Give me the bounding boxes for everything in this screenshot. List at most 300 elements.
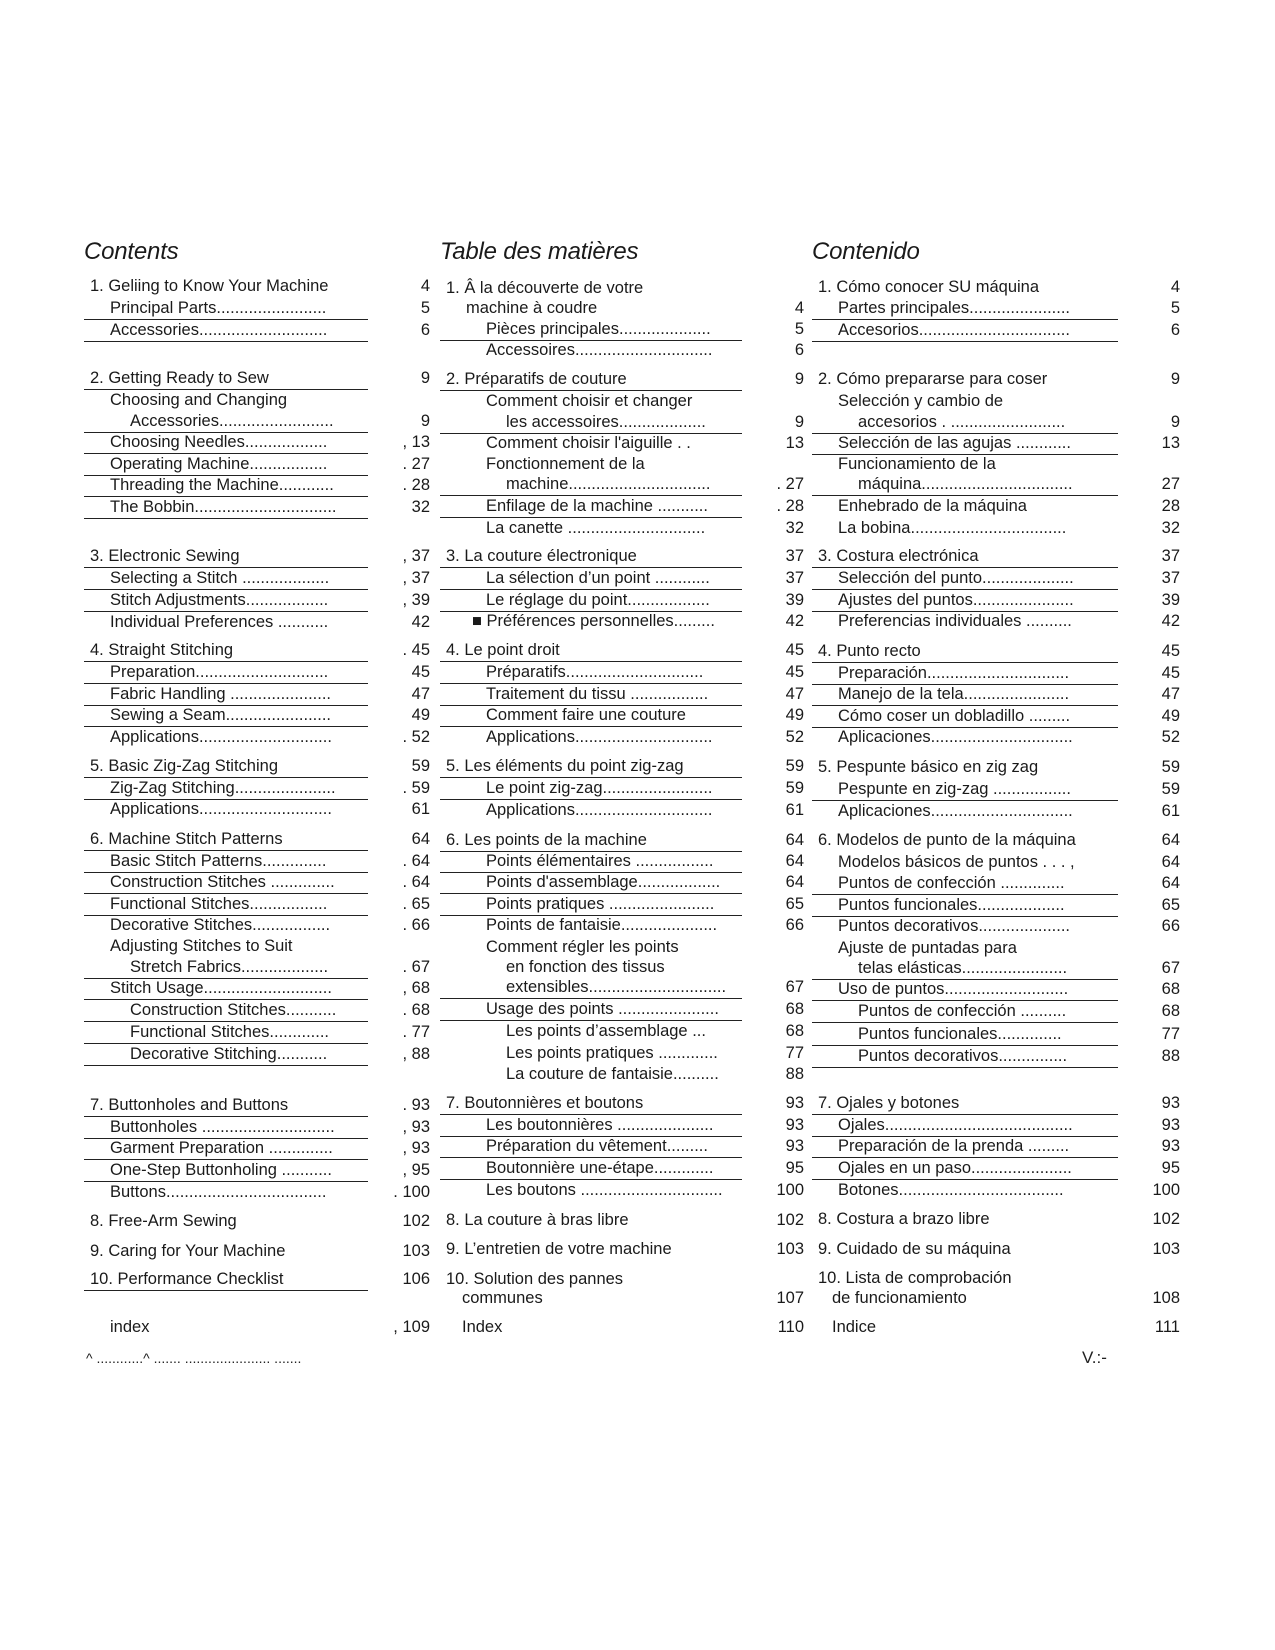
toc-entry-rule [84, 518, 368, 519]
toc-entry-label: Applications............................. [110, 800, 332, 818]
toc-entry-label: Les points d’assemblage ... [506, 1022, 706, 1040]
toc-entry [440, 1021, 804, 1041]
toc-entry-page: 45 [785, 641, 804, 659]
toc-entry [84, 1317, 430, 1337]
toc-entry-page: 93 [785, 1137, 804, 1155]
toc-entry-label: Le point zig-zag........................ [486, 779, 713, 797]
toc-entry [440, 1269, 804, 1289]
toc-entry [84, 662, 430, 682]
toc-entry-page: 13 [785, 434, 804, 452]
toc-entry-page: 9 [1170, 370, 1180, 388]
toc-entry-label: Puntos decorativos.................... [838, 917, 1071, 935]
toc-entry [812, 1317, 1180, 1337]
toc-entry [812, 454, 1180, 474]
toc-entry [84, 298, 430, 318]
toc-entry [812, 611, 1180, 631]
toc-entry [440, 915, 804, 935]
toc-entry-label: Stitch Usage............................ [110, 979, 332, 997]
toc-entry-label: La couture de fantaisie.......... [506, 1065, 719, 1083]
toc-entry [84, 1269, 430, 1289]
toc-entry [84, 1022, 430, 1042]
toc-entry-label: La bobina.................................. [838, 519, 1067, 537]
toc-entry [812, 1209, 1180, 1229]
toc-entry-label: Points élémentaires ................. [486, 852, 714, 870]
toc-entry-label: Preparación............................... [838, 664, 1070, 682]
toc-entry-page: 95 [1161, 1159, 1180, 1177]
toc-entry-page: 5 [420, 299, 430, 317]
toc-entry [84, 390, 430, 410]
toc-entry-label: Construction Stitches .............. [110, 873, 335, 891]
toc-entry [812, 369, 1180, 389]
toc-entry [812, 958, 1180, 978]
toc-entry-label: Funcionamiento de la [838, 455, 996, 473]
toc-entry [812, 1136, 1180, 1156]
toc-entry-label: 5. Basic Zig-Zag Stitching [90, 757, 278, 775]
toc-entry-label: Aplicaciones............................... [838, 728, 1073, 746]
toc-entry-page: 95 [785, 1159, 804, 1177]
toc-entry-label: 8. La couture à bras libre [446, 1211, 629, 1229]
toc-entry [440, 496, 804, 516]
toc-entry-page: 45 [785, 663, 804, 681]
toc-entry-page: , 68 [402, 979, 430, 997]
toc-entry-label: de funcionamiento [832, 1289, 967, 1307]
toc-entry-label: 9. Caring for Your Machine [90, 1242, 286, 1260]
toc-entry-label: Enhebrado de la máquina [838, 497, 1027, 515]
toc-entry [812, 590, 1180, 610]
toc-entry [84, 432, 430, 452]
toc-entry [812, 1239, 1180, 1259]
toc-entry [812, 1046, 1180, 1066]
toc-entry [84, 894, 430, 914]
toc-entry [440, 705, 804, 725]
toc-entry [84, 1117, 430, 1137]
toc-entry-label: máquina................................. [858, 475, 1073, 493]
toc-entry-label: Accessories......................... [130, 412, 334, 430]
toc-entry-page: 6 [420, 321, 430, 339]
toc-entry [84, 640, 430, 660]
toc-entry [812, 277, 1180, 297]
toc-entry-label: 4. Le point droit [446, 641, 560, 659]
toc-entry-label: Ajustes del puntos...................... [838, 591, 1074, 609]
toc-entry [440, 278, 804, 298]
toc-entry [84, 546, 430, 566]
toc-entry [440, 756, 804, 776]
toc-entry-label: Accessories............................ [110, 321, 328, 339]
toc-entry-label: Applications............................. [110, 728, 332, 746]
toc-entry [440, 872, 804, 892]
toc-entry-label: 9. L’entretien de votre machine [446, 1240, 672, 1258]
toc-entry-rule [84, 1290, 368, 1291]
toc-entry-page: 9 [794, 413, 804, 431]
toc-entry [812, 663, 1180, 683]
toc-entry [84, 684, 430, 704]
toc-entry-page: 59 [1161, 758, 1180, 776]
toc-entry [812, 391, 1180, 411]
toc-entry-label: Choosing Needles.................. [110, 433, 328, 451]
toc-entry [440, 1239, 804, 1259]
toc-entry-label: machine............................... [506, 475, 711, 493]
toc-entry-label: Cómo coser un dobladillo ......... [838, 707, 1071, 725]
toc-entry-label: Puntos decorativos............... [858, 1047, 1068, 1065]
toc-entry-label: communes [462, 1289, 543, 1307]
toc-entry-label: 8. Costura a brazo libre [818, 1210, 990, 1228]
toc-entry [440, 474, 804, 494]
toc-entry-label: Points de fantaisie..................... [486, 916, 718, 934]
toc-entry-page: 4 [1170, 278, 1180, 296]
toc-entry-label: extensibles.............................. [506, 978, 727, 996]
toc-entry-page: 68 [1161, 980, 1180, 998]
toc-entry-page: 67 [785, 978, 804, 996]
toc-entry [440, 1210, 804, 1230]
toc-entry-label: Buttonholes ............................. [110, 1118, 335, 1136]
toc-entry-page: 28 [1161, 497, 1180, 515]
toc-entry-page: 39 [1161, 591, 1180, 609]
toc-entry [84, 1044, 430, 1064]
toc-entry-label: Zig-Zag Stitching...................... [110, 779, 336, 797]
toc-entry-label: Choosing and Changing [110, 391, 288, 409]
toc-entry-label: 7. Ojales y botones [818, 1094, 960, 1112]
toc-entry-label: machine à coudre [466, 299, 598, 317]
toc-entry-label: Selección de las agujas ............ [838, 434, 1071, 452]
toc-entry-label: Comment faire une couture [486, 706, 686, 724]
toc-entry [440, 851, 804, 871]
toc-entry-label: Points d'assemblage.................. [486, 873, 721, 891]
toc-entry-page: 67 [1161, 959, 1180, 977]
toc-entry [440, 412, 804, 432]
toc-entry-page: 108 [1152, 1289, 1180, 1307]
toc-entry-label: Decorative Stitches................. [110, 916, 331, 934]
toc-entry [812, 1288, 1180, 1308]
toc-entry [440, 391, 804, 411]
toc-entry-page: . 68 [402, 1001, 430, 1019]
toc-entry [440, 1317, 804, 1337]
toc-entry-page: 59 [411, 757, 430, 775]
toc-entry [84, 454, 430, 474]
toc-entry-label: Partes principales...................... [838, 299, 1070, 317]
toc-entry [812, 1158, 1180, 1178]
toc-entry [812, 916, 1180, 936]
toc-entry-label: Accesorios................................. [838, 321, 1070, 339]
toc-entry-label: 10. Lista de comprobación [818, 1269, 1012, 1287]
toc-entry-label: The Bobbin............................... [110, 498, 337, 516]
toc-entry-label: Selección y cambio de [838, 392, 1004, 410]
toc-entry-page: . 66 [402, 916, 430, 934]
toc-entry [812, 684, 1180, 704]
toc-entry [440, 454, 804, 474]
toc-entry [812, 496, 1180, 516]
toc-entry-label: 6. Machine Stitch Patterns [90, 830, 283, 848]
toc-entry [84, 497, 430, 517]
toc-entry-page: 66 [1161, 917, 1180, 935]
toc-entry-label: Functional Stitches............. [130, 1023, 329, 1041]
toc-entry-page: , 95 [402, 1161, 430, 1179]
toc-entry [812, 298, 1180, 318]
toc-entry-page: , 37 [402, 547, 430, 565]
toc-entry-page: 64 [785, 831, 804, 849]
toc-entry-label: Principal Parts........................ [110, 299, 327, 317]
toc-entry [440, 1288, 804, 1308]
toc-entry [440, 1043, 804, 1063]
toc-entry [812, 546, 1180, 566]
toc-entry-rule [812, 1067, 1118, 1068]
toc-entry-label: 10. Solution des pannes [446, 1270, 624, 1288]
toc-entry [812, 873, 1180, 893]
toc-entry-label: Boutonnière une-étape............. [486, 1159, 714, 1177]
toc-entry [84, 590, 430, 610]
toc-entry [84, 915, 430, 935]
toc-entry-label: Ojales......................................... [838, 1116, 1073, 1134]
toc-entry [84, 1211, 430, 1231]
toc-entry-label: 3. Electronic Sewing [90, 547, 240, 565]
toc-entry [84, 475, 430, 495]
toc-entry-page: 6 [794, 341, 804, 359]
toc-entry-page: . 64 [402, 873, 430, 891]
toc-entry-page: 49 [411, 706, 430, 724]
toc-entry-page: 77 [1161, 1025, 1180, 1043]
toc-entry-label: Functional Stitches................. [110, 895, 328, 913]
toc-entry-label: Aplicaciones............................... [838, 802, 1073, 820]
toc-entry-label: Preparación de la prenda ......... [838, 1137, 1070, 1155]
toc-entry [440, 1180, 804, 1200]
toc-entry-page: . 67 [402, 958, 430, 976]
toc-entry-label: Manejo de la tela....................... [838, 685, 1070, 703]
toc-entry [440, 977, 804, 997]
toc-entry-label: Puntos funcionales.............. [858, 1025, 1062, 1043]
toc-entry-page: . 59 [402, 779, 430, 797]
toc-entry-page: 5 [1170, 299, 1180, 317]
toc-entry-page: 103 [776, 1240, 804, 1258]
toc-entry-label: Puntos de confección .......... [858, 1002, 1067, 1020]
toc-entry [84, 568, 430, 588]
toc-entry-page: 49 [1161, 707, 1180, 725]
toc-entry-page: 102 [776, 1211, 804, 1229]
toc-entry-label: 6. Les points de la machine [446, 831, 647, 849]
toc-entry [84, 1160, 430, 1180]
toc-entry-page: 102 [1152, 1210, 1180, 1228]
toc-entry-page: , 109 [393, 1318, 430, 1336]
toc-entry-label: Fonctionnement de la [486, 455, 645, 473]
toc-entry [440, 999, 804, 1019]
toc-entry-label: Individual Preferences ........... [110, 613, 329, 631]
toc-entry-page: 52 [1161, 728, 1180, 746]
toc-entry-label: Basic Stitch Patterns.............. [110, 852, 327, 870]
toc-entry [440, 778, 804, 798]
toc-entry-label: 1. Cómo conocer SU máquina [818, 278, 1040, 296]
toc-entry [84, 705, 430, 725]
toc-entry-label: Threading the Machine............ [110, 476, 334, 494]
toc-entry-page: 110 [777, 1318, 804, 1336]
toc-entry-label: Pespunte en zig-zag ................. [838, 780, 1071, 798]
toc-entry-page: 32 [1161, 519, 1180, 537]
toc-entry-label: Comment régler les points [486, 938, 679, 956]
toc-entry-page: 47 [1161, 685, 1180, 703]
toc-entry-page: , 13 [402, 433, 430, 451]
toc-entry-label: les accessoires................... [506, 413, 706, 431]
toc-entry-label: Comment choisir l'aiguille . . [486, 434, 691, 452]
toc-entry [84, 1138, 430, 1158]
toc-entry [84, 957, 430, 977]
toc-entry-label: One-Step Buttonholing ........... [110, 1161, 332, 1179]
toc-entry-label: Préparatifs.............................. [486, 663, 704, 681]
toc-entry [84, 727, 430, 747]
toc-entry-label: Construction Stitches........... [130, 1001, 337, 1019]
toc-entry-label: Ajuste de puntadas para [838, 939, 1017, 957]
toc-entry [440, 546, 804, 566]
toc-entry-label: accesorios . ......................... [858, 413, 1066, 431]
toc-entry-page: 111 [1154, 1318, 1180, 1336]
toc-entry-label: Garment Preparation .............. [110, 1139, 333, 1157]
toc-entry [812, 727, 1180, 747]
toc-entry [84, 851, 430, 871]
toc-entry-label: 3. Costura electrónica [818, 547, 979, 565]
toc-entry-page: 68 [785, 1022, 804, 1040]
toc-entry [440, 590, 804, 610]
toc-entry [812, 474, 1180, 494]
toc-entry-page: 52 [785, 728, 804, 746]
toc-entry [440, 319, 804, 339]
toc-entry [812, 1180, 1180, 1200]
toc-entry-label: Index [462, 1318, 503, 1336]
toc-entry-label: 4. Straight Stitching [90, 641, 234, 659]
toc-entry-page: 47 [411, 685, 430, 703]
toc-entry [440, 662, 804, 682]
toc-entry [84, 411, 430, 431]
toc-entry-page: 45 [411, 663, 430, 681]
toc-entry-page: 37 [785, 569, 804, 587]
toc-entry-page: , 93 [402, 1118, 430, 1136]
toc-entry-page: , 39 [402, 591, 430, 609]
toc-entry-page: 64 [1161, 831, 1180, 849]
toc-entry-label: index [110, 1318, 150, 1336]
toc-entry-page: 61 [411, 800, 430, 818]
toc-entry [84, 756, 430, 776]
toc-entry-label: 5. Les éléments du point zig-zag [446, 757, 684, 775]
toc-entry-page: 103 [1152, 1240, 1180, 1258]
toc-entry [440, 640, 804, 660]
toc-entry [812, 433, 1180, 453]
toc-entry [440, 298, 804, 318]
toc-entry-page: 103 [402, 1242, 430, 1260]
toc-entry-label: Enfilage de la machine ........... [486, 497, 708, 515]
toc-entry-label: Selección del punto.................... [838, 569, 1074, 587]
toc-entry-page: 59 [785, 779, 804, 797]
toc-entry-page: . 28 [402, 476, 430, 494]
toc-entry-label: La sélection d’un point ............ [486, 569, 710, 587]
toc-entry-label: 1. Geliing to Know Your Machine [90, 277, 329, 295]
toc-entry [440, 937, 804, 957]
toc-entry-label: Accessoires.............................. [486, 341, 713, 359]
toc-entry-label: 7. Boutonnières et boutons [446, 1094, 644, 1112]
toc-entry [84, 612, 430, 632]
toc-entry-page: 107 [776, 1289, 804, 1307]
toc-entry [812, 320, 1180, 340]
toc-entry [440, 433, 804, 453]
toc-entry-page: 49 [785, 706, 804, 724]
toc-entry-label: Pièces principales.................... [486, 320, 711, 338]
toc-entry-page: . 93 [402, 1096, 430, 1114]
toc-entry [84, 799, 430, 819]
toc-entry-label: Buttons................................... [110, 1183, 327, 1201]
toc-entry-page: 42 [785, 612, 804, 630]
toc-entry-label: Traitement du tissu ................. [486, 685, 709, 703]
toc-entry-label: Uso de puntos........................... [838, 980, 1069, 998]
toc-entry-page: 93 [785, 1094, 804, 1112]
toc-entry [812, 1115, 1180, 1135]
toc-entry-page: 9 [420, 369, 430, 387]
toc-entry-page: 59 [1161, 780, 1180, 798]
toc-entry [812, 518, 1180, 538]
toc-entry [440, 1064, 804, 1084]
toc-entry [812, 641, 1180, 661]
toc-entry-label: 7. Buttonholes and Buttons [90, 1096, 289, 1114]
toc-entry [84, 978, 430, 998]
toc-entry-page: . 77 [402, 1023, 430, 1041]
toc-entry-page: 64 [785, 873, 804, 891]
toc-entry [84, 276, 430, 296]
toc-entry-label: Comment choisir et changer [486, 392, 693, 410]
toc-entry [84, 778, 430, 798]
toc-entry-label: Selecting a Stitch ................... [110, 569, 330, 587]
toc-entry [440, 684, 804, 704]
toc-entry-page: . 27 [402, 455, 430, 473]
toc-entry [812, 412, 1180, 432]
toc-entry-label: Botones.................................... [838, 1181, 1064, 1199]
toc-entry-label: La canette .............................. [486, 519, 706, 537]
toc-entry-page: 13 [1161, 434, 1180, 452]
toc-entry-label: Points pratiques ....................... [486, 895, 715, 913]
toc-entry-page: , 37 [402, 569, 430, 587]
toc-entry-page: 65 [1161, 896, 1180, 914]
toc-entry [812, 938, 1180, 958]
toc-entry [812, 757, 1180, 777]
toc-entry [84, 368, 430, 388]
toc-entry-page: 68 [785, 1000, 804, 1018]
toc-entry-page: 93 [785, 1116, 804, 1134]
toc-entry-page: 59 [785, 757, 804, 775]
toc-entry [440, 1136, 804, 1156]
toc-entry [440, 957, 804, 977]
toc-entry-label: Puntos de confección .............. [838, 874, 1065, 892]
toc-entry [812, 852, 1180, 872]
toc-entry-label: Fabric Handling ...................... [110, 685, 331, 703]
toc-entry-label: 10. Performance Checklist [90, 1270, 284, 1288]
toc-entry-page: . 45 [402, 641, 430, 659]
toc-entry-page: 9 [794, 370, 804, 388]
toc-entry-page: 64 [785, 852, 804, 870]
toc-entry-label: Les points pratiques ............. [506, 1044, 718, 1062]
toc-entry-label: Ojales en un paso...................... [838, 1159, 1072, 1177]
toc-entry-page: 32 [785, 519, 804, 537]
toc-entry-label: 9. Cuidado de su máquina [818, 1240, 1011, 1258]
toc-entry-label: 2. Cómo prepararse para coser [818, 370, 1048, 388]
toc-entry-page: 93 [1161, 1116, 1180, 1134]
toc-entry-page: , 88 [402, 1045, 430, 1063]
toc-entry-page: 102 [402, 1212, 430, 1230]
toc-entry-page: 64 [411, 830, 430, 848]
toc-entry-label: 1. Â la découverte de votre [446, 279, 644, 297]
contents-title-english: Contents [84, 238, 179, 265]
toc-entry [812, 706, 1180, 726]
toc-entry-rule [84, 341, 368, 342]
toc-entry [440, 727, 804, 747]
toc-entry [440, 894, 804, 914]
toc-entry [440, 1115, 804, 1135]
toc-entry [84, 1000, 430, 1020]
toc-entry-page: 68 [1161, 1002, 1180, 1020]
toc-entry-page: 88 [785, 1065, 804, 1083]
toc-entry [812, 1093, 1180, 1113]
toc-entry-page: . 28 [776, 497, 804, 515]
